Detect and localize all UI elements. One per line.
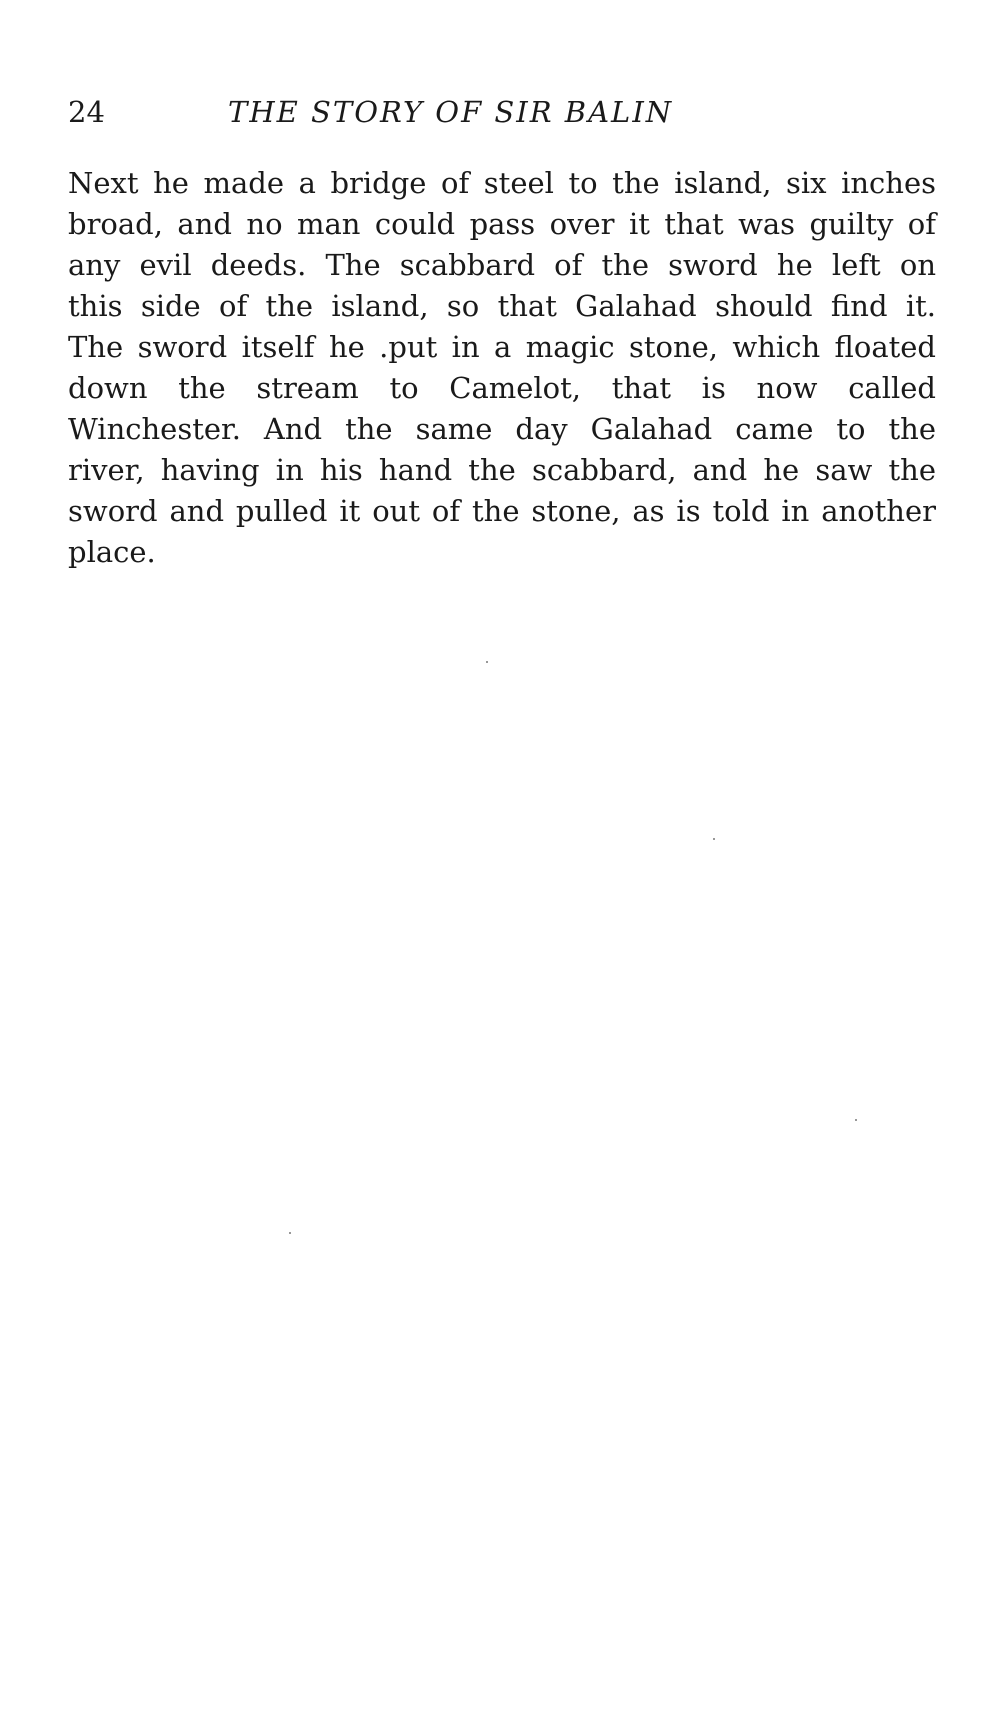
text-line: this side of the island, so that Galahad should find it.	[68, 289, 936, 323]
text-line: Next he made a bridge of steel to the island, six inches	[68, 166, 936, 200]
text-line: down the stream to Camelot, that is now called	[68, 371, 936, 405]
text-line: Winchester. And the same day Galahad came to the	[68, 412, 936, 446]
scan-speck	[289, 1232, 291, 1234]
scan-speck	[855, 1119, 857, 1121]
scan-speck	[486, 661, 488, 663]
text-line: river, having in his hand the scabbard, and he saw the	[68, 453, 936, 487]
running-head	[68, 92, 768, 132]
page-number: 24	[68, 95, 105, 129]
scan-speck	[713, 838, 715, 840]
body-paragraph	[68, 163, 936, 573]
running-title: THE STORY OF SIR BALIN	[228, 95, 674, 129]
text-line: any evil deeds. The scabbard of the sword he left on	[68, 248, 936, 282]
text-line: The sword itself he .put in a magic stone, which floated	[68, 330, 936, 364]
text-line: sword and pulled it out of the stone, as is told in another	[68, 494, 936, 528]
text-line: place.	[68, 535, 156, 569]
text-line: broad, and no man could pass over it that was guilty of	[68, 207, 936, 241]
